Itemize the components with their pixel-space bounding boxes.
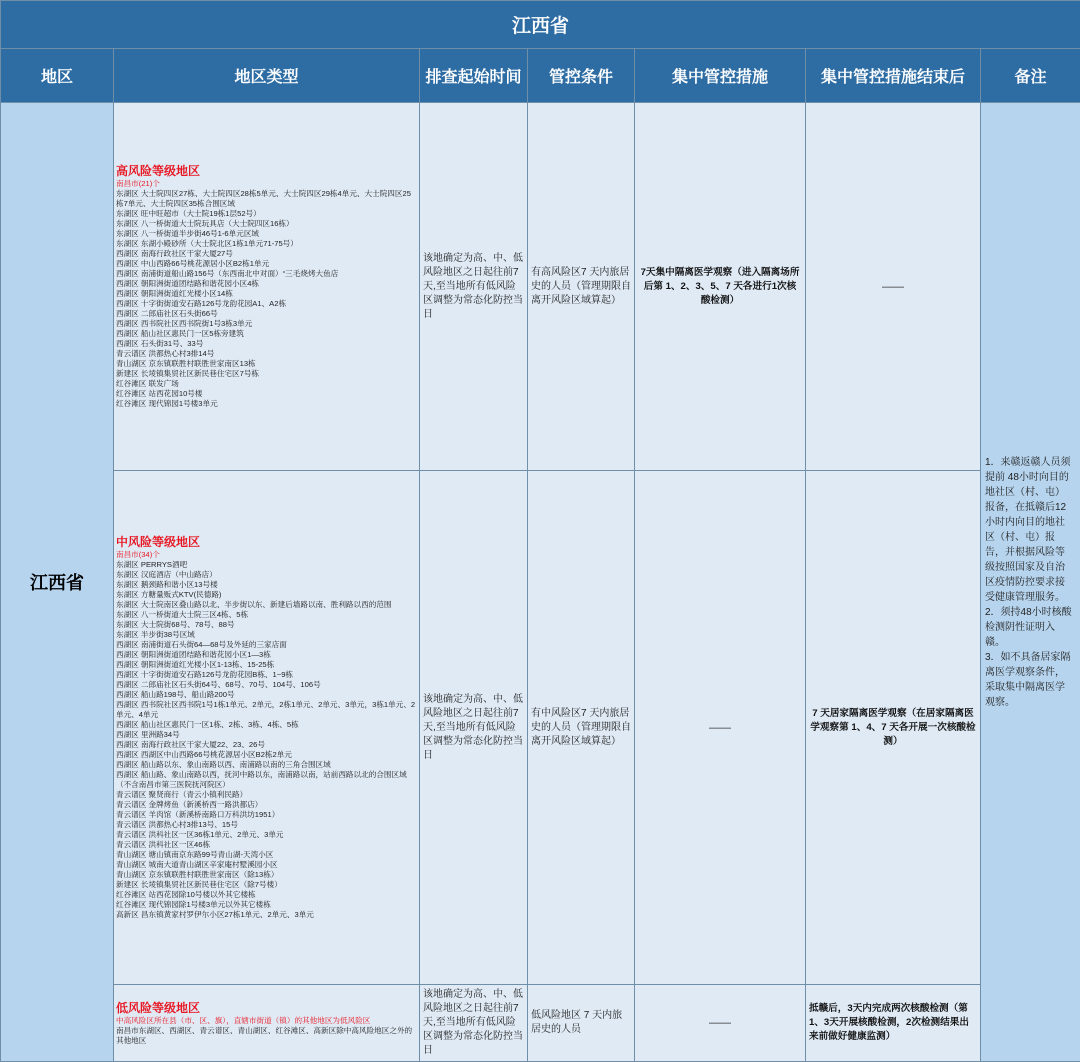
high-risk-area-item: 东湖区 东湖小殿砂所（大士院北区1栋1单元71-75号） (116, 239, 416, 249)
mid-risk-area-item: 东湖区 大士院街68号、78号、88号 (116, 620, 416, 630)
mid-risk-area-cell (114, 471, 420, 985)
mid-risk-row (1, 471, 1080, 985)
mid-risk-area-item: 西湖区 船山社区惠民门一区1栋、2栋、3栋、4栋、5栋 (116, 720, 416, 730)
high-start-time: 该地确定为高、中、低风险地区之日起往前7天,至当地所有低风险区调整为常态化防控当日 (420, 103, 528, 471)
header-region: 地区 (1, 49, 114, 103)
low-risk-other-areas: 南昌市东湖区、西湖区、青云谱区、青山湖区、红谷滩区、高新区除中高风险地区之外的其他地区 (116, 1026, 416, 1046)
mid-risk-area-item: 西湖区 船山路198号、船山路200号 (116, 690, 416, 700)
high-risk-area-item: 西湖区 西书院社区西书院街1号3栋3单元 (116, 319, 416, 329)
low-measure: —— (635, 985, 806, 1062)
mid-risk-area-item: 西湖区 朝阳洲街道红光楼小区1-13栋、15-25栋 (116, 660, 416, 670)
mid-risk-area-item: 青山湖区 京东镇联胜村联胜世家南区（除13栋） (116, 870, 416, 880)
mid-risk-area-item: 西湖区 南海行政社区干家大厦22、23、26号 (116, 740, 416, 750)
mid-risk-area-item: 东湖区 八一桥街道大士院三区4栋、5栋 (116, 610, 416, 620)
high-after: —— (806, 103, 981, 471)
header-start-time: 排查起始时间 (420, 49, 528, 103)
header-condition: 管控条件 (528, 49, 635, 103)
mid-condition: 有中风险区7 天内旅居史的人员（管理期限自离开风险区域算起） (528, 471, 635, 985)
high-risk-area-item: 西湖区 朝阳洲街道团结路和谐花园小区4栋 (116, 279, 416, 289)
mid-risk-area-item: 西湖区 船山路以东、象山南路以西、南浦路以南的三角合围区域 (116, 760, 416, 770)
high-risk-area-item: 红谷滩区 站西花园10号楼 (116, 389, 416, 399)
low-risk-note: 中高风险区所在县（市、区、旗），直辖市街道（镇）的其他地区为低风险区 (116, 1016, 416, 1026)
high-risk-area-list (116, 189, 416, 409)
high-condition: 有高风险区7 天内旅居史的人员（管理期限自离开风险区域算起） (528, 103, 635, 471)
high-risk-area-item: 西湖区 朝阳洲街道红光楼小区14栋 (116, 289, 416, 299)
header-area-type: 地区类型 (114, 49, 420, 103)
mid-risk-area-item: 青山湖区 塘山镇南京东路99号青山湖-天湾小区 (116, 850, 416, 860)
low-condition: 低风险地区 7 天内旅居史的人员 (528, 985, 635, 1062)
mid-risk-area-item: 东湖区 方糖量贩式KTV(民德路) (116, 590, 416, 600)
mid-start-time: 该地确定为高、中、低风险地区之日起往前7天,至当地所有低风险区调整为常态化防控当日 (420, 471, 528, 985)
mid-risk-area-item: 西湖区 十字街街道安石路126号龙韵花园B栋、1~9栋 (116, 670, 416, 680)
high-risk-area-item: 西湖区 南海行政社区干家大厦27号 (116, 249, 416, 259)
high-risk-area-item: 西湖区 石头街31号、33号 (116, 339, 416, 349)
mid-risk-area-item: 青云谱区 聚贤商行（青云小镇利民路） (116, 790, 416, 800)
mid-risk-area-item: 红谷滩区 站西花园除10号楼以外其它楼栋 (116, 890, 416, 900)
high-risk-area-item: 新建区 长堎镇集贸社区新民巷住宅区7号栋 (116, 369, 416, 379)
low-start-time: 该地确定为高、中、低风险地区之日起往前7天,至当地所有低风险区调整为常态化防控当日 (420, 985, 528, 1062)
mid-risk-area-item: 西湖区 船山路、象山南路以西，抚河中路以东，南浦路以南，站前西路以北的合围区域（不含南昌市第三医院抚河院区） (116, 770, 416, 790)
region-name: 江西省 (1, 103, 114, 1062)
high-risk-area-cell (114, 103, 420, 471)
high-risk-area-item: 东湖区 八一桥街道大士院玩具店（大士院四区16栋） (116, 219, 416, 229)
mid-risk-area-item: 东湖区 PERRYS酒吧 (116, 560, 416, 570)
mid-risk-area-item: 西湖区 里洲路34号 (116, 730, 416, 740)
high-risk-area-item: 东湖区 大士院四区27栋、大士院四区28栋5单元、大士院四区29栋4单元、大士院四区25栋7单元、大士院四区35栋合围区域 (116, 189, 416, 209)
high-risk-area-item: 青山湖区 京东镇联胜村联胜世家南区13栋 (116, 359, 416, 369)
mid-risk-area-item: 东湖区 大士院南区叠山路以北、半步街以东、新建后墙路以南、胜利路以西的范围 (116, 600, 416, 610)
mid-risk-area-item: 高新区 昌东镇黄家村罗伊尔小区27栋1单元、2单元、3单元 (116, 910, 416, 920)
remark-3: 3．如不具备居家隔离医学观察条件，采取集中隔离医学观察。 (985, 650, 1074, 710)
header-after: 集中管控措施结束后 (806, 49, 981, 103)
high-risk-area-item: 西湖区 船山社区惠民门一区5栋旁建筑 (116, 329, 416, 339)
high-risk-area-item: 东湖区 八一桥街道半步街46号1-6单元区域 (116, 229, 416, 239)
mid-risk-city: 南昌市(34)个 (116, 550, 416, 560)
mid-risk-area-item: 青云谱区 羊肉馆（新溪桥南路口万科洪坊1951） (116, 810, 416, 820)
remarks-cell (981, 103, 1080, 1062)
high-risk-heading: 高风险等级地区 (116, 164, 416, 179)
high-measure: 7天集中隔离医学观察（进入隔离场所后第 1、2、3、5、7 天各进行1次核酸检测） (635, 103, 806, 471)
mid-risk-area-item: 红谷滩区 现代锦园除1号楼3单元以外其它楼栋 (116, 900, 416, 910)
high-risk-area-item: 西湖区 中山西路66号桃花源居小区B2栋1单元 (116, 259, 416, 269)
high-risk-area-item: 东湖区 旺中旺超市（大士院19栋1层52号） (116, 209, 416, 219)
low-risk-heading: 低风险等级地区 (116, 1001, 416, 1016)
high-risk-area-item: 红谷滩区 现代锦园1号楼3单元 (116, 399, 416, 409)
mid-risk-area-item: 西湖区 二郎庙社区石头街64号、68号、70号、104号、106号 (116, 680, 416, 690)
mid-risk-area-list (116, 560, 416, 920)
high-risk-area-item: 西湖区 十字街街道安石路126号龙韵花园A1、A2栋 (116, 299, 416, 309)
mid-risk-area-item: 青山湖区 城南大道青山湖区辛家庵村墅溪园小区 (116, 860, 416, 870)
low-risk-area-cell (114, 985, 420, 1062)
mid-risk-area-item: 青云谱区 洪都热心村3排13号、15号 (116, 820, 416, 830)
mid-risk-area-item: 青云谱区 洪科社区一区36栋1单元、2单元、3单元 (116, 830, 416, 840)
remark-1: 1．来赣返赣人员须提前 48小时向目的地社区（村、屯）报备，在抵赣后12 小时内向目的地社区（村、屯）报告，并根据风险等级按照国家及自治区疫情防控要求接受健康管理服务。 (985, 455, 1074, 605)
high-risk-area-item: 西湖区 二郎庙社区石头街66号 (116, 309, 416, 319)
mid-after: 7 天居家隔离医学观察（在居家隔离医学观察第 1、4、7 天各开展一次核酸检测） (806, 471, 981, 985)
high-risk-area-item: 青云谱区 洪都热心村3排14号 (116, 349, 416, 359)
high-risk-area-item: 红谷滩区 联发广场 (116, 379, 416, 389)
high-risk-area-item: 西湖区 南浦街道船山路156号（东西南北中对面）“三毛烧烤大鱼店 (116, 269, 416, 279)
mid-risk-heading: 中风险等级地区 (116, 535, 416, 550)
mid-risk-area-item: 青云谱区 洪科社区一区46栋 (116, 840, 416, 850)
mid-risk-area-item: 西湖区 朝阳洲街道团结路和谐花园小区1—3栋 (116, 650, 416, 660)
high-risk-city: 南昌市(21)个 (116, 179, 416, 189)
header-measure: 集中管控措施 (635, 49, 806, 103)
mid-risk-area-item: 新建区 长堎镇集贸社区新民巷住宅区（除7号楼） (116, 880, 416, 890)
table-title: 江西省 (1, 1, 1080, 49)
low-after: 抵赣后，3天内完成两次核酸检测（第 1、3天开展核酸检测，2次检测结果出来前做好健康监测） (806, 985, 981, 1062)
mid-measure: —— (635, 471, 806, 985)
mid-risk-area-item: 东湖区 鹅颈路和谐小区13号楼 (116, 580, 416, 590)
mid-risk-area-item: 东湖区 半步街38号区域 (116, 630, 416, 640)
header-remarks: 备注 (981, 49, 1080, 103)
mid-risk-area-item: 青云谱区 金牌烤鱼（新溪桥西一路洪都店） (116, 800, 416, 810)
high-risk-row (1, 103, 1080, 471)
mid-risk-area-item: 西湖区 西书院社区西书院1号1栋1单元、2单元，2栋1单元、2单元、3单元，3栋1单元、2单元、4单元 (116, 700, 416, 720)
mid-risk-area-item: 东湖区 汉庭酒店（中山路店） (116, 570, 416, 580)
low-risk-row (1, 985, 1080, 1062)
mid-risk-area-item: 西湖区 南浦街道石头街64—68号及外延的三家店面 (116, 640, 416, 650)
mid-risk-area-item: 西湖区 西湖区中山西路66号桃花源居小区B2栋2单元 (116, 750, 416, 760)
remark-2: 2．须持48小时核酸检测阴性证明入赣。 (985, 605, 1074, 650)
